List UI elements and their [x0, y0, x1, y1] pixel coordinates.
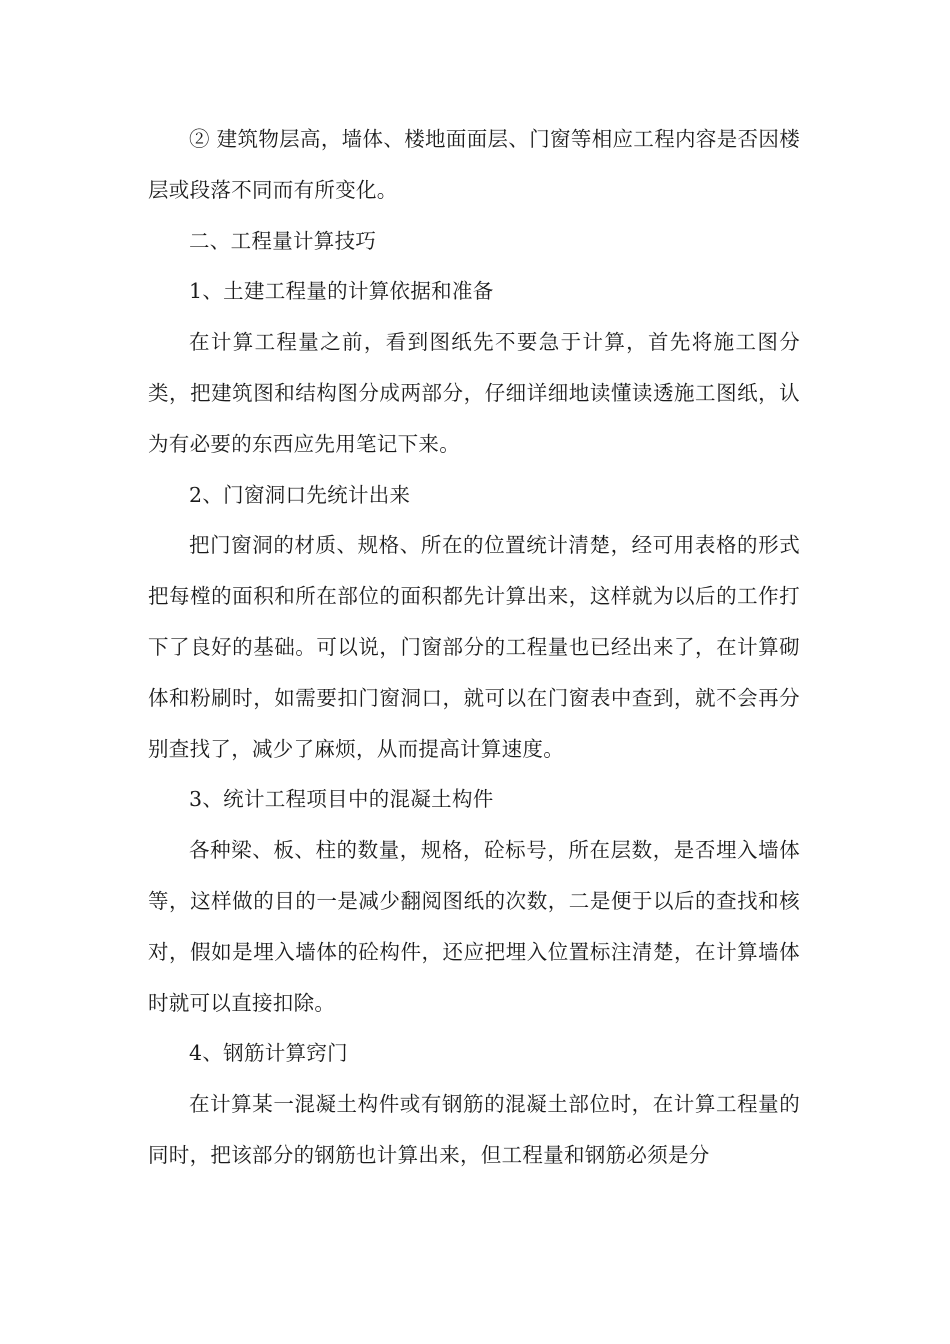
subheading-calculation-basis: 1、土建工程量的计算依据和准备	[189, 279, 494, 304]
subheading-concrete-members: 3、统计工程项目中的混凝土构件	[189, 787, 494, 812]
subheading-rebar-tips: 4、钢筋计算窍门	[189, 1041, 348, 1066]
paragraph-concrete-members: 各种梁、板、柱的数量，规格，砼标号，所在层数，是否埋入墙体等，这样做的目的一是减少翻阅图纸的次数，二是便于以后的查找和核对，假如是埋入墙体的砼构件，还应把埋入位置标注清楚，在计算墙体时就可以直接扣除。	[148, 838, 800, 1015]
paragraph-calculation-basis: 在计算工程量之前，看到图纸先不要急于计算，首先将施工图分类，把建筑图和结构图分成两部分，仔细详细地读懂读透施工图纸，认为有必要的东西应先用笔记下来。	[148, 330, 800, 456]
paragraph-rebar-tips: 在计算某一混凝土构件或有钢筋的混凝土部位时，在计算工程量的同时，把该部分的钢筋也计算出来，但工程量和钢筋必须是分	[148, 1092, 800, 1167]
subheading-door-window-openings: 2、门窗洞口先统计出来	[189, 482, 411, 507]
paragraph-floor-height-variation: ② 建筑物层高，墙体、楼地面面层、门窗等相应工程内容是否因楼层或段落不同而有所变化。	[148, 127, 800, 202]
paragraph-door-window-openings: 把门窗洞的材质、规格、所在的位置统计清楚，经可用表格的形式把每樘的面积和所在部位的面积都先计算出来，这样就为以后的工作打下了良好的基础。可以说，门窗部分的工程量也已经出来了，在计算砌体和粉刷时，如需要扣门窗洞口，就可以在门窗表中查到，就不会再分别查找了，减少了麻烦，从而提高计算速度。	[148, 533, 800, 761]
document-body	[148, 114, 800, 1181]
section-heading-quantity-techniques: 二、工程量计算技巧	[189, 228, 377, 253]
